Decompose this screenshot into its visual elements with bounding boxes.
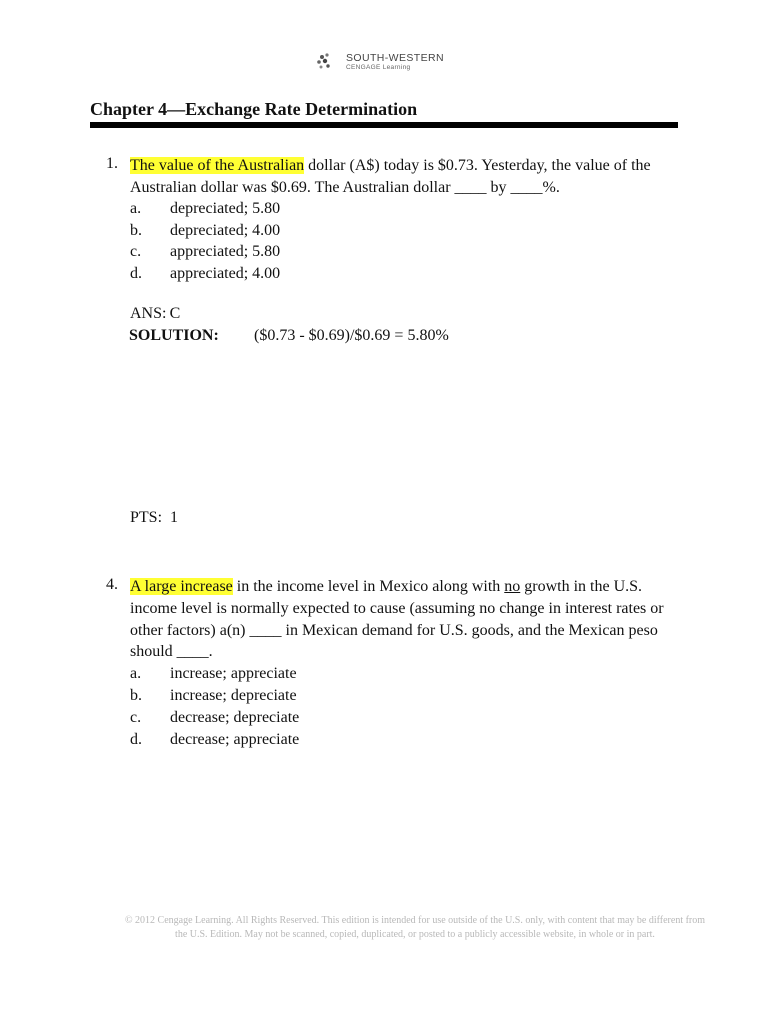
question-1-answer: ANS: C: [130, 305, 181, 322]
question-1-option-a: [130, 199, 280, 219]
question-1-solution-label: SOLUTION:: [129, 327, 219, 344]
option-letter: c.: [130, 709, 142, 726]
question-4-number: 4.: [106, 576, 118, 593]
cengage-logo-icon: [316, 52, 342, 72]
question-1-points: PTS: 1: [130, 509, 179, 526]
logo-sub-text: CENGAGE Learning: [346, 63, 411, 71]
option-text: increase; appreciate: [170, 665, 297, 682]
option-letter: b.: [130, 222, 142, 239]
title-rule: [90, 122, 678, 128]
logo-main-text: SOUTH-WESTERN: [346, 52, 444, 64]
question-1-number: 1.: [106, 155, 118, 172]
option-text: depreciated; 5.80: [170, 200, 281, 217]
question-4-option-c: [130, 708, 299, 728]
question-1-option-c: [130, 242, 280, 262]
question-4-option-b: [130, 686, 297, 706]
publisher-logo: [316, 52, 444, 72]
option-text: appreciated; 4.00: [170, 265, 281, 282]
option-text: appreciated; 5.80: [170, 243, 281, 260]
question-4-underlined: no: [504, 578, 521, 595]
option-letter: a.: [130, 200, 142, 217]
question-1-text: [130, 155, 680, 199]
question-1-text-rest: dollar (A$) today is $0.73. Yesterday, the value of the Australian dollar was $0.69. The Australian dollar ____ by ____%.: [130, 157, 651, 196]
question-4-text-b: growth in the U.S. income level is normally expected to cause (assuming no change in interest rates or other factors) a(n) ____ in Mexican demand for U.S. goods, and the Mexican peso should ____.: [130, 578, 664, 661]
chapter-title: Chapter 4—Exchange Rate Determination: [90, 99, 418, 119]
option-letter: d.: [130, 265, 142, 282]
question-1-option-b: [130, 221, 280, 241]
option-letter: a.: [130, 665, 142, 682]
question-4-text-a: in the income level in Mexico along with: [232, 578, 505, 595]
question-4-option-a: [130, 664, 297, 684]
question-4-text: [130, 576, 680, 663]
question-1-solution-equation: ($0.73 - $0.69)/$0.69 = 5.80%: [254, 327, 449, 344]
question-4-highlight: A large increase: [130, 578, 233, 595]
question-4-option-d: [130, 730, 299, 750]
option-text: depreciated; 4.00: [170, 222, 281, 239]
option-text: increase; depreciate: [170, 687, 297, 704]
question-1-option-d: [130, 264, 280, 284]
option-letter: b.: [130, 687, 142, 704]
question-1-highlight: The value of the Australian: [130, 157, 305, 174]
copyright-footer: © 2012 Cengage Learning. All Rights Reserved. This edition is intended for use outside of the U.S. only, with content that may be different from the U.S. Edition. May not be scanned, copied, duplicated, or posted to a publicly accessible website, in whole or in part.: [124, 915, 706, 940]
option-text: decrease; appreciate: [170, 731, 300, 748]
option-text: decrease; depreciate: [170, 709, 300, 726]
option-letter: d.: [130, 731, 142, 748]
option-letter: c.: [130, 243, 142, 260]
